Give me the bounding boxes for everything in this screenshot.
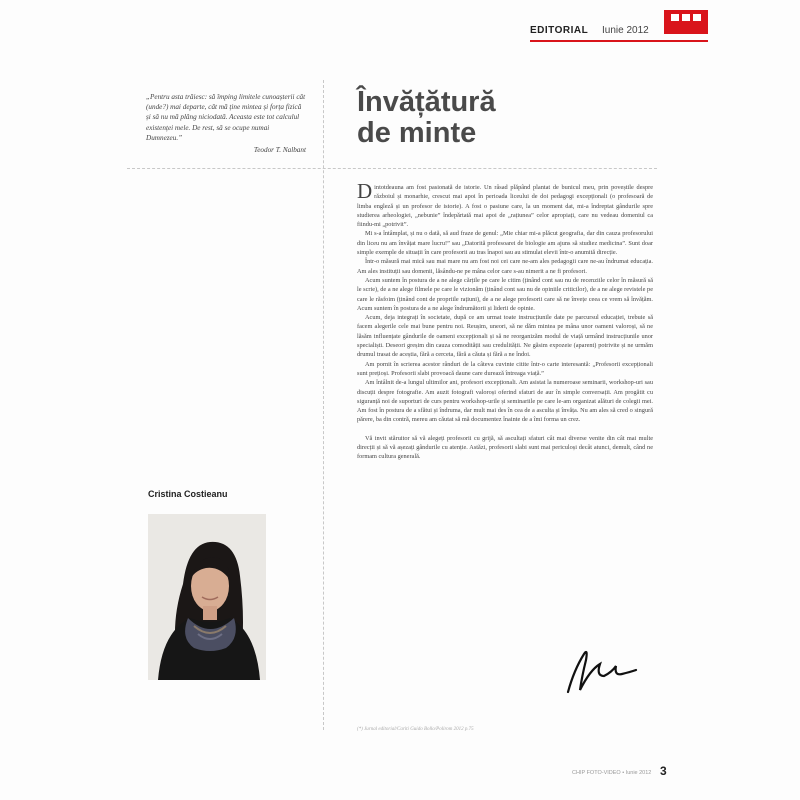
quote-text: „Pentru asta trăiesc: să împing limitele cunoașterii cât (unde?) mai departe, cât mă ține mintea și forța fizică și să nu mă plâng niciodată. Aceasta este tot calculul existenței mele. De rest, să se ocupe numai Dumnezeu.” <box>146 93 306 142</box>
signature-icon <box>560 640 640 700</box>
vertical-divider <box>323 80 324 730</box>
horizontal-divider <box>127 168 657 169</box>
author-photo <box>148 514 266 680</box>
issue-date: Iunie 2012 <box>602 25 649 36</box>
article-body <box>357 179 653 462</box>
footnote: (*) Jurnal editorial/Cariti Guido Bollo/Polirom 2012 p.75 <box>357 727 474 732</box>
quote-author: Teodor T. Nalbant <box>253 146 306 155</box>
drop-cap: D <box>357 179 373 203</box>
epigraph-quote <box>146 92 306 155</box>
article-paragraph: Dintotdeauna am fost pasionată de istorie. Un râsad plăpând plantat de bunicul meu, prin poveștile despre războiul și monarhie, crescut mai apoi în perioada liceului de doi pedagogi excepționali (o profesoară de limba engleză și un profesor de istorie). A fost o pasiune care, la un moment dat, mi-a îndreptat gândurile spre studierea arheologiei, „nebunie” îndepărtată mai apoi de „rațiunea” celor apropiați, care nu vedeau domeniul ca fiindu-mi „potrivit”. <box>357 179 653 229</box>
section-label: EDITORIAL <box>530 25 589 36</box>
title-line-2: de minte <box>357 117 477 149</box>
article-paragraph: Am pornit în scrierea acestor rânduri de la câteva cuvinte citite într-o carte interesantă: „Profesorii excepționali sunt prețioși. Profesorii slabi provoacă daune care durează întreaga viață.” <box>357 360 653 377</box>
article-paragraph: Într-o măsură mai mică sau mai mare nu am fost noi cei care ne-am ales pedagogii care ne-au îndrumat educația. Am ales instituții sau domenii, lăsându-ne pe mâna celor care s-au nimerit a ne fi profesori. <box>357 258 653 275</box>
footer-magazine: CHIP FOTO-VIDEO • Iunie 2012 <box>572 770 652 776</box>
article-paragraph: Acum suntem în postura de a ne alege cărțile pe care le citim (ținând cont sau nu de recenziile celor în măsură să le scrie), de a ne alege filmele pe care le vizionăm (ținând cont sau nu de opiniile criticilor), de a ne alege revistele pe care le răsfoim (ținând cont de propriile rațiuni), de a ne alege profesorii care să ne învețe ceea ce vrem să învățăm. Acum suntem în postura de a ne alege îndrumătorii și liderii de opinie. <box>357 276 653 312</box>
page-number: 3 <box>660 764 667 778</box>
magazine-logo-icon <box>664 10 708 34</box>
article-title <box>357 87 607 149</box>
page-header <box>530 10 708 42</box>
author-portrait-image <box>148 514 266 680</box>
article-paragraph: Mi s-a întâmplat, și nu o dată, să aud fraze de genul: „Mie chiar mi-a plăcut geografia, dar din cauza profesorului din liceu nu am învățat mare lucru!” sau „Datorită profesoarei de biologie am ajuns să studiez medicina”. Sunt doar simple exemple de situații în care profesorii au tras înapoi sau au stimulat elevii într-o anumită direcție. <box>357 230 653 257</box>
article-paragraph: Acum, deja integrați în societate, după ce am urmat toate instrucțiunile date pe parcursul educației, trebuie să facem alegerile cele mai bune pentru noi. Reușim, uneori, să ne dăm mintea pe mâna unor oameni valoroși, să ne lăsăm influențate gândurile de oameni excepționali și să ne reorganizăm modul de viață urmând instrucțiunile unor specialiști. Deseori greșim din cauza comodității sau credulității. Ne găsim expozeie (aparent) potrivite și ne urmăm drumul trasat de aceștia, fără a cerceta, fără a căuta și fără a ne îndoi. <box>357 314 653 359</box>
article-paragraph: Vă invit stăruitor să vă alegeți profesorii cu grijă, să ascultați sfaturi cât mai diverse venite din cât mai multe direcții și să vă așezați gândurile cu atenție. Astăzi, profesorii slabi sunt mai periculoși decât atunci, demult, când ne formam cultura generală. <box>357 434 653 461</box>
author-name: Cristina Costieanu <box>148 489 228 499</box>
article-paragraph: Am întâlnit de-a lungul ultimilor ani, profesori excepționali. Am asistat la numeroase seminarii, workshop-uri sau discuții despre fotografie. Am auzit fotografi valoroși oferind sfaturi de aur în simple conversații. Am progătit cu siguranță noi de suporturi de curs pentru workshop-urile și seminariile pe care le-am organizat alături de colegii mei. Am fost în postura de a sfătui și îndruma, dar mult mai des în cea de a asculta și învăța. Nu am ales să cred o singură părere, ba din contră, mereu am căutat să mă documentez înainte de a îmi forma un crez. <box>357 379 653 424</box>
title-line-1: Învățătură <box>357 86 496 118</box>
page-footer <box>560 764 670 780</box>
header-rule <box>530 40 708 42</box>
